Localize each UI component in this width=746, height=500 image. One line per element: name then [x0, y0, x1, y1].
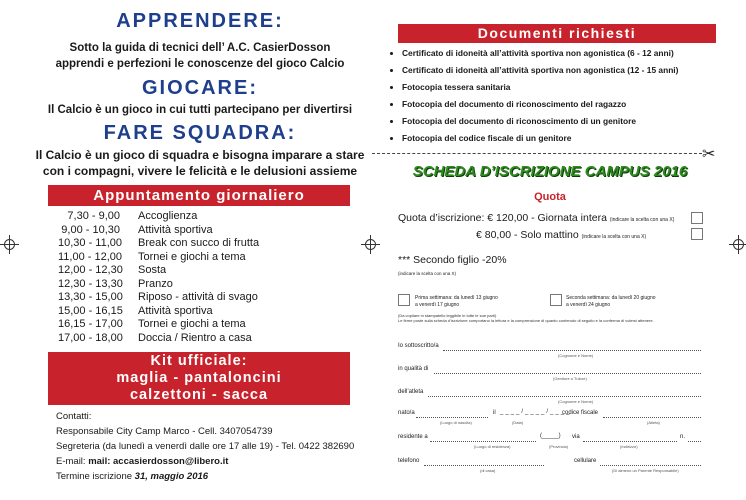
provincia-field[interactable]: (_____): [540, 433, 561, 439]
codice-fiscale-field[interactable]: [603, 417, 701, 418]
schedule-time: 7,30 - 9,00: [67, 210, 120, 222]
qualita-field[interactable]: [434, 373, 701, 374]
email-link[interactable]: mail: accasierdosson@libero.it: [88, 456, 229, 467]
numero-label: n.: [680, 434, 686, 440]
kit-line-3: calzettoni - sacca: [129, 387, 269, 403]
termine-label: Termine iscrizione: [56, 471, 135, 482]
schedule-activity: Tornei e giochi a tema: [138, 250, 246, 263]
apprendere-line-1: Sotto la guida di tecnici dell’ A.C. CasierDosson: [69, 42, 331, 54]
telefono-label: telefono: [398, 458, 420, 464]
schedule-activity: Break con succo di frutta: [138, 237, 260, 249]
scissors-icon: ✂: [702, 146, 716, 163]
contacts-segreteria: Segreteria (da lunedì a venerdì dalle ore 17 alle 19) - Tel. 0422 382690: [56, 441, 355, 452]
luogo-nascita-field[interactable]: [416, 417, 488, 418]
fare-squadra-line-1: Il Calcio è un gioco di squadra e bisogna imparare a stare: [35, 148, 365, 162]
contacts-block: [56, 409, 354, 484]
contacts-responsabile: Responsabile City Camp Marco - Cell. 3407054739: [56, 426, 273, 437]
scheda-title: SCHEDA D’ISCRIZIONE CAMPUS 2016: [412, 163, 688, 180]
week-1-checkbox[interactable]: [398, 294, 410, 306]
apprendere-line-2: apprendi e perfezioni le conoscenze del gioco Calcio: [55, 58, 345, 70]
atleta-hint: (Cognome e Nome): [558, 399, 594, 404]
quota-1-note: (indicare la scelta con una X): [609, 217, 675, 223]
quota-1-text: Quota d’iscrizione: € 120,00 - Giornata intera: [398, 212, 607, 224]
week-2-label: [566, 295, 656, 309]
quota-2-note: (indicare la scelta con una X): [581, 234, 647, 240]
nato-label: nato/a: [398, 410, 415, 416]
il-label: il: [493, 410, 496, 416]
atleta-label: dell’atleta: [398, 389, 424, 395]
atleta-field[interactable]: [428, 396, 701, 397]
schedule-activity: Doccia / Rientro a casa: [138, 331, 252, 344]
contacts-title: Contatti:: [56, 411, 92, 422]
quota-2-text: € 80,00 - Solo mattino: [476, 229, 579, 241]
schedule-activity: Tornei e giochi a tema: [138, 318, 246, 330]
documento-item: • Fotocopia tessera sanitaria: [402, 79, 746, 96]
telefono-field[interactable]: [424, 465, 544, 466]
via-field[interactable]: [583, 441, 677, 442]
secondo-figlio-note: (indicare la scelta con una X): [398, 271, 457, 276]
contacts-email-row: [56, 454, 354, 469]
documento-item: • Certificato di idoneità all’attività sportiva non agonistica (6 - 12 anni): [402, 45, 746, 62]
schedule-time: 13,30 - 15,00: [58, 291, 123, 303]
documento-item: • Fotocopia del documento di riconoscimento del ragazzo: [402, 96, 746, 113]
schedule-activity: Accoglienza: [138, 210, 198, 222]
registration-mark-left: [4, 239, 15, 250]
data-nascita-field[interactable]: ____/____/____: [500, 409, 572, 415]
tel-hint: (di casa): [480, 468, 496, 473]
schedule-activity: Pranzo: [138, 277, 173, 290]
residente-label: residente a: [398, 434, 428, 440]
fare-squadra-line-2: con i compagni, vivere le felicità e le delusioni assieme: [42, 164, 358, 178]
registration-mark-right: [733, 239, 744, 250]
documenti-header: Documenti richiesti: [398, 24, 716, 43]
comune-hint: (Luogo di residenza): [474, 444, 511, 449]
documento-item: • Fotocopia del codice fiscale di un genitore: [402, 130, 746, 147]
quota-2-row: [476, 229, 646, 241]
cut-line: [372, 153, 702, 154]
sottoscritto-label: Io sottoscritto/a: [398, 343, 439, 349]
appuntamento-header: Appuntamento giornaliero: [48, 185, 350, 206]
quota-mattino-checkbox[interactable]: [691, 228, 703, 240]
quota-1-row: [398, 212, 674, 224]
schedule-time: 11,00 - 12,00: [58, 250, 123, 263]
luogo-hint: (Luogo di nascita): [440, 420, 472, 425]
week-2-line-1: Seconda settimana: da lunedì 20 giugno: [566, 295, 656, 301]
documento-item: • Certificato di idoneità all’attività sportiva non agonistica (12 - 15 anni): [402, 62, 746, 79]
schedule-activity: Attività sportiva: [138, 223, 213, 236]
disclaimer-1: (Da copilare in stampatello leggibile in tutte le sue parti): [398, 313, 497, 318]
cf-hint: (Atleta): [647, 420, 660, 425]
kit-box: [48, 352, 350, 405]
qualita-hint: (Genitore o Tutore): [553, 376, 587, 381]
registration-mark-center: [365, 239, 376, 250]
week-2-line-2: a venerdì 24 giugno: [566, 302, 611, 308]
week-1-label: [415, 295, 498, 309]
codice-fiscale-label: codice fiscale: [562, 410, 599, 416]
kit-line-1: Kit ufficiale:: [150, 353, 248, 369]
cell-hint: (Di almeno un Parente Responsabile): [612, 468, 679, 473]
via-label: via: [572, 434, 580, 440]
disclaimer-2: Le firme poste sulla scheda d’iscrizione comportano la lettura e la comprensione di quanto contenuto di seguito e la conferma di volersi attenere.: [398, 318, 654, 323]
secondo-figlio: *** Secondo figlio -20%: [398, 254, 507, 266]
schedule-activity: Riposo - attività di svago: [138, 291, 258, 303]
numero-field[interactable]: [688, 441, 701, 442]
schedule-time: 17,00 - 18,00: [58, 331, 123, 344]
quota-heading: Quota: [534, 191, 566, 203]
sottoscritto-hint: (Cognome e Nome): [558, 353, 594, 358]
cellulare-label: cellulare: [574, 458, 597, 464]
documento-item: • Fotocopia del documento di riconoscimento di un genitore: [402, 113, 746, 130]
cellulare-field[interactable]: [600, 465, 701, 466]
week-1-line-1: Prima settimana: da lunedì 13 giugno: [415, 295, 498, 301]
apprendere-title: APPRENDERE:: [116, 10, 284, 32]
kit-line-2: maglia - pantaloncini: [116, 370, 282, 386]
schedule-activity: Sosta: [138, 264, 167, 276]
schedule-time: 9,00 - 10,30: [61, 223, 120, 236]
contacts-termine-row: [56, 469, 354, 484]
data-hint: (Data): [512, 420, 524, 425]
schedule-time: 15,00 - 16,15: [58, 304, 123, 317]
week-1-line-2: a venerdì 17 giugno: [415, 302, 460, 308]
giocare-line-1: Il Calcio è un gioco in cui tutti partecipano per divertirsi: [47, 104, 353, 116]
schedule-time: 10,30 - 11,00: [58, 237, 123, 249]
sottoscritto-field[interactable]: [443, 350, 701, 351]
week-2-checkbox[interactable]: [550, 294, 562, 306]
giocare-title: GIOCARE:: [142, 77, 258, 99]
schedule-time: 12,00 - 12,30: [58, 264, 123, 276]
schedule-time: 16,15 - 17,00: [58, 318, 123, 330]
indirizzo-hint: (Indirizzo): [620, 444, 638, 449]
qualita-label: in qualità di: [398, 366, 429, 372]
quota-intera-checkbox[interactable]: [691, 212, 703, 224]
documenti-list: [388, 45, 746, 147]
termine-date: 31, maggio 2016: [134, 471, 209, 482]
schedule-activity: Attività sportiva: [138, 304, 213, 317]
fare-squadra-title: FARE SQUADRA:: [103, 122, 297, 144]
schedule-time: 12,30 - 13,30: [58, 277, 123, 290]
residente-field[interactable]: [430, 441, 536, 442]
prov-hint: (Provincia): [549, 444, 569, 449]
email-label: E-mail:: [56, 456, 89, 467]
